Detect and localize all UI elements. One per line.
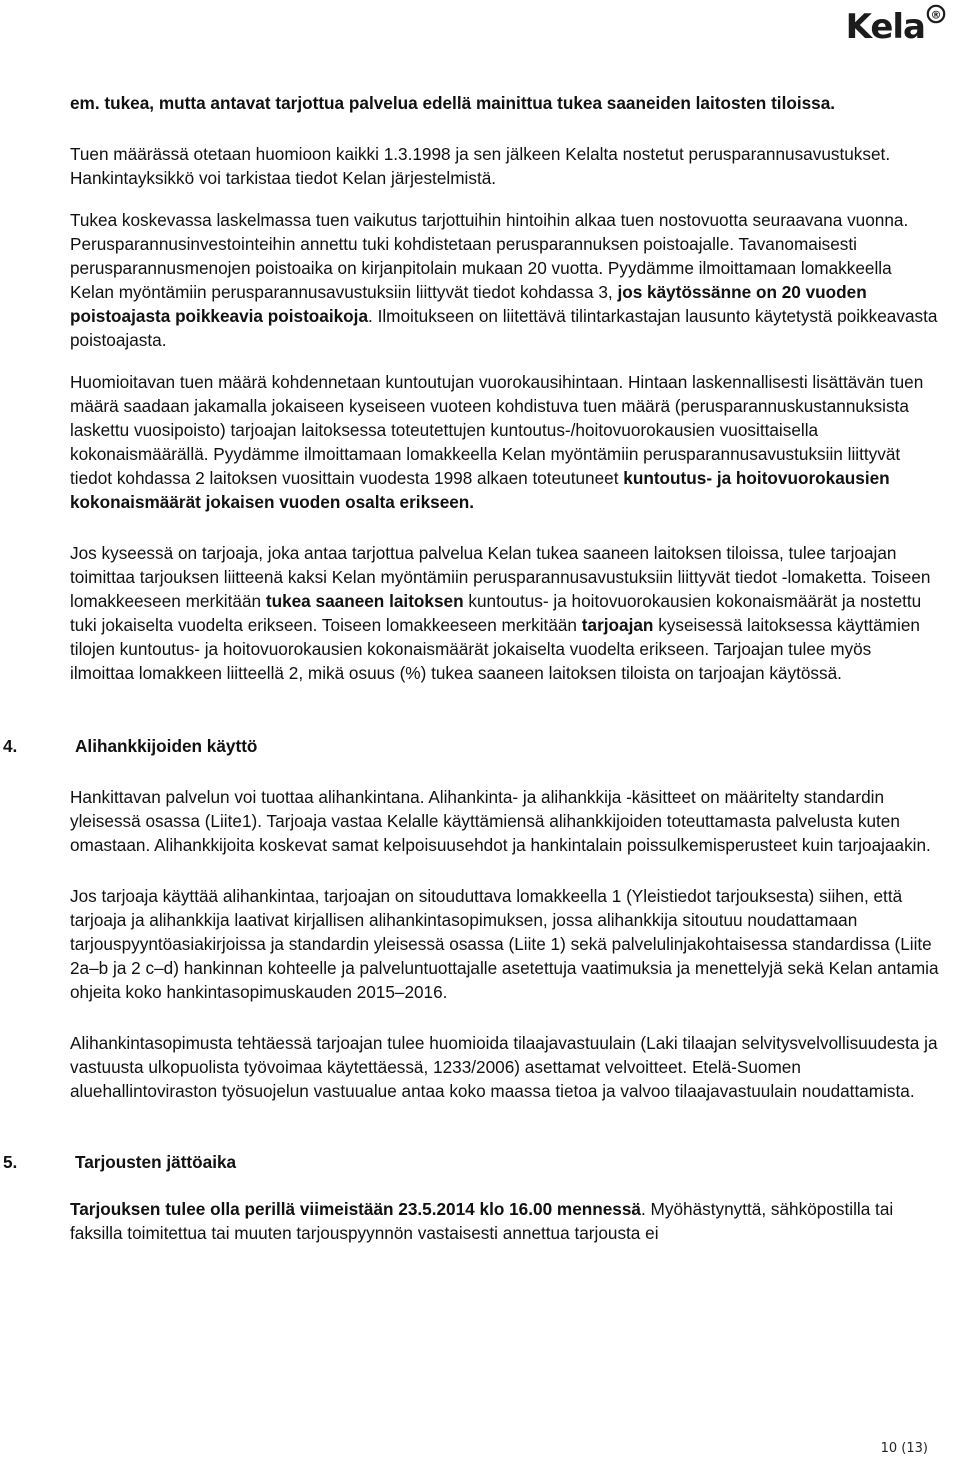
section-heading-4 bbox=[3, 734, 940, 758]
page-number: 10 (13) bbox=[880, 1441, 928, 1456]
paragraph-supplier-emphasis-1: tukea saaneen laitoksen bbox=[265, 591, 464, 611]
paragraph-deadline bbox=[70, 1197, 940, 1245]
paragraph-calculation-emphasis: jos käytössänne on 20 vuoden poistoajasta poikkeavia poistoaikoja bbox=[70, 282, 867, 326]
paragraph-supplier-emphasis-2: tarjoajan bbox=[581, 615, 654, 635]
section-number: 5. bbox=[3, 1152, 18, 1172]
logo-text: Kela bbox=[845, 7, 925, 47]
paragraph-deadline-text: . Myöhästynyttä, sähköpostilla tai faksilla toimitettua tai muuten tarjouspyynnön vastaisesti annettua tarjousta ei bbox=[70, 1199, 894, 1243]
paragraph-daily-price-text: Huomioitavan tuen määrä kohdennetaan kuntoutujan vuorokausihintaan. Hintaan laskennallisesti lisättävän tuen määrä saadaan jakamalla jokaiseen kyseiseen vuoteen kohdistuva tuen määrä (perusparannuskustannuksista laskettu vuosipoisto) tarjoajan laitoksessa toteutettujen kuntoutus-/hoitovuorokausien vuosittaisella kokonaismäärällä. Pyydämme ilmoittamaan lomakkeella Kelan myöntämiin perusparannusavustuksiin liittyvät tiedot kohdassa 2 laitoksen vuosittain vuodesta 1998 alkaen toteutuneet bbox=[70, 372, 924, 488]
kela-logo bbox=[846, 4, 946, 46]
logo-mark-text: ® bbox=[930, 8, 942, 22]
paragraph-calculation bbox=[70, 208, 940, 352]
paragraph-contractor-liability: Alihankintasopimusta tehtäessä tarjoajan tulee huomioida tilaajavastuulain (Laki tilaajan selvitysvelvollisuudesta ja vastuusta ulkopuolista työvoimaa käytettäessä, 1233/2006) asettamat velvoitteet. Etelä-Suomen aluehallintoviraston työsuojelun vastuualue antaa koko maassa tietoa ja valvoo tilaajavastuulain noudattamista. bbox=[70, 1033, 938, 1101]
paragraph-supplier-text-1: Jos kyseessä on tarjoaja, joka antaa tarjottua palvelua Kelan tukea saaneen laitoksen tiloissa, tulee tarjoajan toimittaa tarjouksen liitteenä kaksi Kelan myöntämiin perusparannusavustuksiin liittyvät tiedot -lomaketta. Toiseen lomakkeeseen merkitään bbox=[70, 543, 931, 611]
paragraph-intro-fragment: em. tukea, mutta antavat tarjottua palvelua edellä mainittua tukea saaneiden laitosten tiloissa. bbox=[70, 93, 836, 113]
registered-mark-icon bbox=[926, 4, 946, 24]
paragraph-support-amount: Tuen määrässä otetaan huomioon kaikki 1.3.1998 ja sen jälkeen Kelalta nostetut perusparannusavustukset. Hankintayksikkö voi tarkistaa tiedot Kelan järjestelmistä. bbox=[70, 144, 891, 188]
paragraph-daily-price-emphasis: kuntoutus- ja hoitovuorokausien kokonaismäärät jokaisen vuoden osalta erikseen. bbox=[70, 468, 890, 512]
section-number: 4. bbox=[3, 736, 18, 756]
paragraph-daily-price bbox=[70, 370, 940, 514]
section-title: Tarjousten jättöaika bbox=[75, 1152, 237, 1172]
paragraph-deadline-emphasis: Tarjouksen tulee olla perillä viimeistään 23.5.2014 klo 16.00 mennessä bbox=[70, 1199, 641, 1219]
document-body bbox=[3, 91, 940, 1245]
section-heading-5 bbox=[3, 1150, 940, 1174]
paragraph-calculation-text: Tukea koskevassa laskelmassa tuen vaikutus tarjottuihin hintoihin alkaa tuen nostovuotta seuraavana vuonna. Perusparannusinvestointeihin annettu tuki kohdistetaan perusparannuksen poistoajalle. Tavanomaisesti perusparannusmenojen poistoaika on kirjanpitolain mukaan 20 vuotta. Pyydämme ilmoittamaan lomakkeella Kelan myöntämiin perusparannusavustuksiin liittyvät tiedot kohdassa 3, bbox=[70, 210, 909, 302]
paragraph-calculation-tail: . Ilmoitukseen on liitettävä tilintarkastajan lausunto käytetystä poikkeavasta poistoajasta. bbox=[70, 306, 938, 350]
paragraph-supplier-text-2: kuntoutus- ja hoitovuorokausien kokonaismäärät ja nostettu tuki jokaiselta vuodelta erikseen. Toiseen lomakkeeseen merkitään bbox=[70, 591, 922, 635]
paragraph-supplier-premises bbox=[70, 541, 940, 685]
paragraph-subcontracting: Hankittavan palvelun voi tuottaa alihankintana. Alihankinta- ja alihankkija -käsitteet on määritelty standardin yleisessä osassa (Liite1). Tarjoaja vastaa Kelalle käyttämiensä alihankkijoiden toteuttamasta palvelusta kuten omastaan. Alihankkijoita koskevat samat kelpoisuusehdot ja hankintalain poissulkemisperusteet kuin tarjoajaakin. bbox=[70, 787, 931, 855]
paragraph-supplier-text-3: kyseisessä laitoksessa käyttämien tilojen kuntoutus- ja hoitovuorokausien kokonaismäärät jokaiselta vuodelta erikseen. Tarjoajan tulee myös ilmoittaa lomakkeen liitteellä 2, mikä osuus (%) tukea saaneen laitoksen tiloista on tarjoajan käytössä. bbox=[70, 615, 920, 683]
section-title: Alihankkijoiden käyttö bbox=[75, 736, 258, 756]
paragraph-subcontracting-agreement: Jos tarjoaja käyttää alihankintaa, tarjoajan on sitouduttava lomakkeella 1 (Yleistiedot tarjouksesta) siihen, että tarjoaja ja alihankkija laativat kirjallisen alihankintasopimuksen, jossa alihankkija sitoutuu noudattamaan tarjouspyyntöasiakirjoissa ja standardin yleisessä osassa (Liite 1) sekä palvelulinjakohtaisessa standardissa (Liite 2a–b ja 2 c–d) hankinnan kohteelle ja palveluntuottajalle asetettuja vaatimuksia ja menettelyjä sekä Kelan antamia ohjeita koko hankintasopimuskauden 2015–2016. bbox=[70, 886, 939, 1002]
